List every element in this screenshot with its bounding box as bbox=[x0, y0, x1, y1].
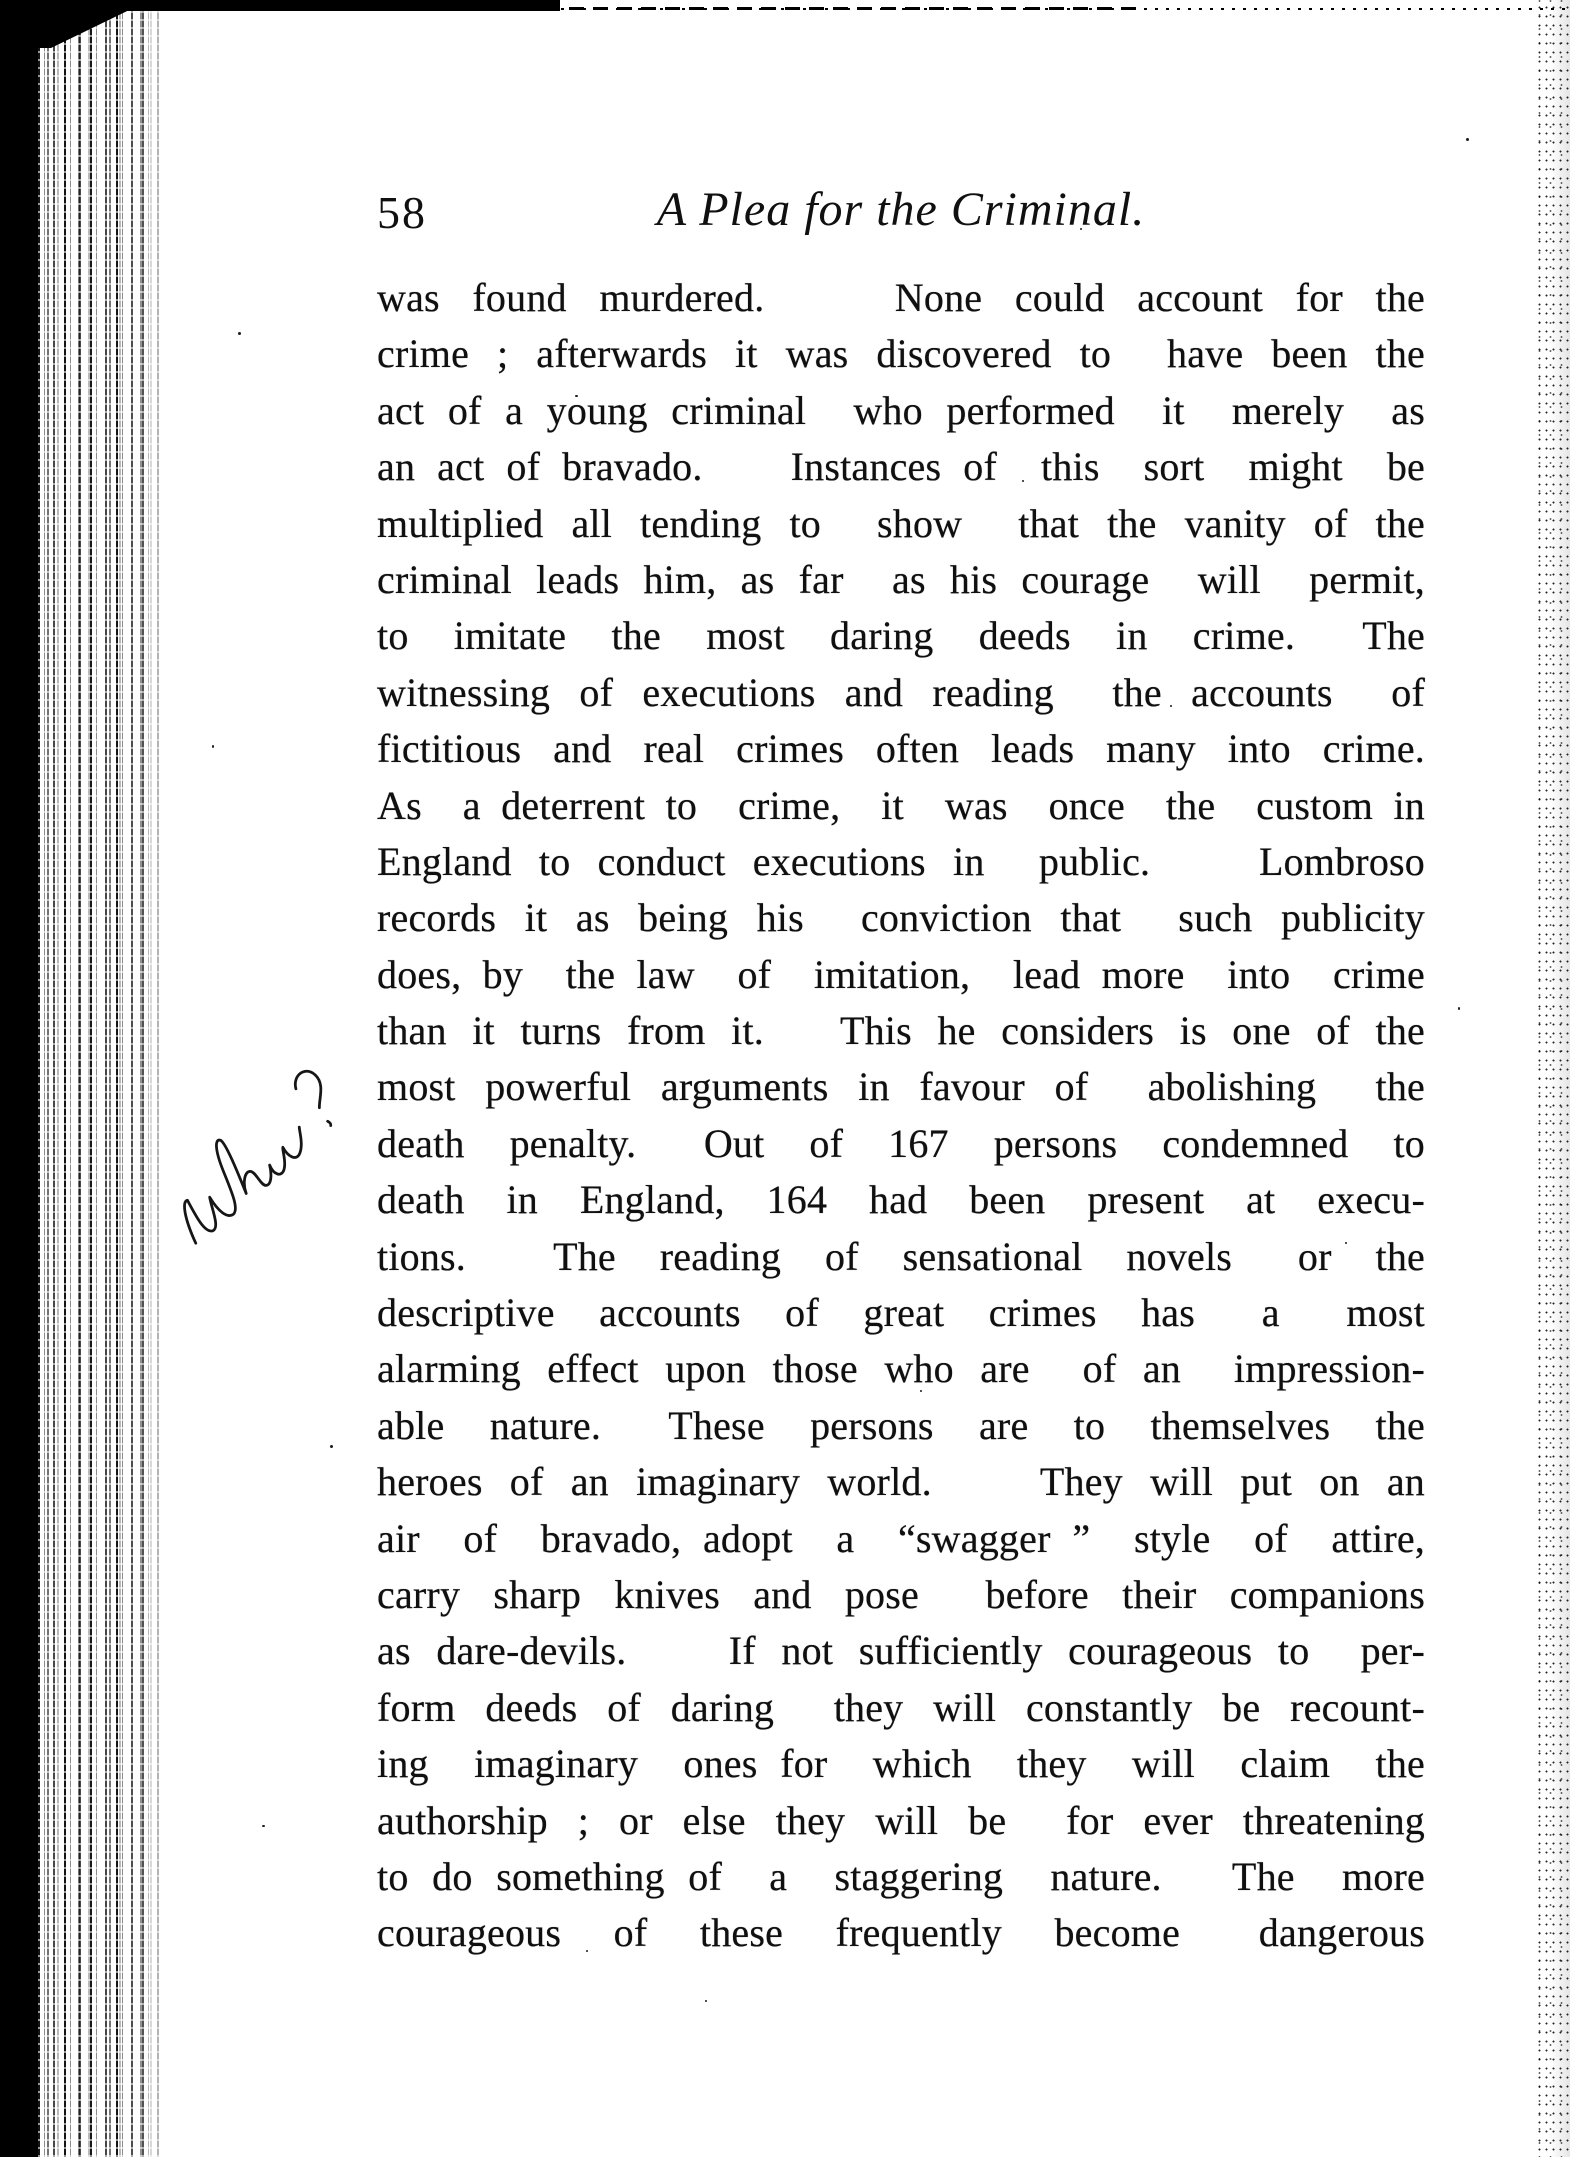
text-line: to do something of a staggering nature. The more bbox=[377, 1853, 1425, 1899]
text-line: air of bravado, adopt a “swagger ” style of attire, bbox=[377, 1515, 1425, 1561]
text-line: as dare-devils. If not sufficiently courageous to per- bbox=[377, 1628, 1425, 1674]
text-line: England to conduct executions in public. Lombroso bbox=[377, 838, 1425, 884]
text-line: criminal leads him, as far as his courage will permit, bbox=[377, 556, 1425, 602]
scan-speck bbox=[262, 1825, 265, 1827]
text-line: tions. The reading of sensational novels or the bbox=[377, 1233, 1425, 1279]
text-line: records it as being his conviction that such publicity bbox=[377, 895, 1425, 941]
text-line: an act of bravado. Instances of this sort might be bbox=[377, 444, 1425, 490]
text-line: fictitious and real crimes often leads many into crime. bbox=[377, 726, 1425, 772]
scan-speck bbox=[238, 332, 241, 335]
text-line: does, by the law of imitation, lead more into crime bbox=[377, 951, 1425, 997]
text-line: form deeds of daring they will constantly be recount- bbox=[377, 1684, 1425, 1730]
text-line: than it turns from it. This he considers is one of the bbox=[377, 1008, 1425, 1054]
text-line: witnessing of executions and reading the accounts of bbox=[377, 669, 1425, 715]
text-line: descriptive accounts of great crimes has a most bbox=[377, 1290, 1425, 1336]
scan-top-edge bbox=[0, 0, 1570, 16]
handwritten-annotation-when bbox=[170, 1128, 410, 1318]
scan-speck bbox=[1466, 138, 1469, 141]
scan-right-edge-noise bbox=[1536, 0, 1570, 2157]
text-line: heroes of an imaginary world. They will put on an bbox=[377, 1459, 1425, 1505]
text-line: authorship ; or else they will be for ever threatening bbox=[377, 1797, 1425, 1843]
handwriting-when-icon bbox=[140, 1052, 373, 1258]
scan-speck bbox=[212, 745, 214, 748]
text-line: death in England, 164 had been present at execu- bbox=[377, 1177, 1425, 1223]
text-line: crime ; afterwards it was discovered to have been the bbox=[377, 331, 1425, 377]
text-line: carry sharp knives and pose before their companions bbox=[377, 1571, 1425, 1617]
text-line: was found murdered. None could account for the bbox=[377, 275, 1425, 320]
text-line: most powerful arguments in favour of abolishing the bbox=[377, 1064, 1425, 1110]
book-binding-edge bbox=[0, 0, 168, 2157]
text-line: to imitate the most daring deeds in crime. The bbox=[377, 613, 1425, 659]
text-line: courageous of these frequently become dangerous bbox=[377, 1910, 1425, 1956]
scan-speck bbox=[1458, 1007, 1460, 1010]
text-line: act of a young criminal who performed it merely as bbox=[377, 387, 1425, 433]
text-line: death penalty. Out of 167 persons condemned to bbox=[377, 1120, 1425, 1166]
scan-speck bbox=[705, 2000, 707, 2002]
running-title: A Plea for the Criminal. bbox=[656, 183, 1146, 236]
text-line: multiplied all tending to show that the vanity of the bbox=[377, 500, 1425, 546]
text-line: As a deterrent to crime, it was once the custom in bbox=[377, 782, 1425, 828]
page-header bbox=[377, 182, 1425, 242]
body-text-block bbox=[377, 270, 1425, 1962]
scan-speck bbox=[330, 1445, 333, 1448]
text-line: ing imaginary ones for which they will claim the bbox=[377, 1741, 1425, 1787]
text-line: able nature. These persons are to themselves the bbox=[377, 1402, 1425, 1448]
page-number: 58 bbox=[377, 187, 427, 238]
text-line: alarming effect upon those who are of an impression- bbox=[377, 1346, 1425, 1392]
